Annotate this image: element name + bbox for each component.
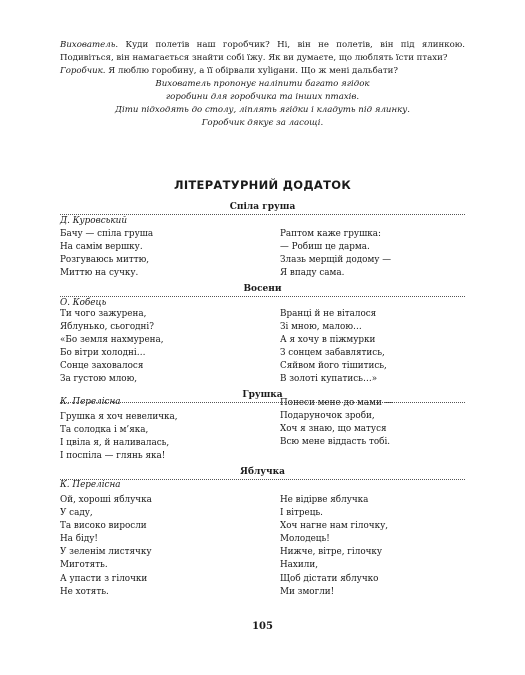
intro-paragraph-1 (60, 39, 465, 65)
verse-line: Хоч я знаю, що матуся (280, 424, 387, 435)
page-number: 105 (252, 621, 273, 632)
poem-author: К. Перелісна (60, 480, 121, 490)
verse-line: Бо вітри холодні… (60, 348, 146, 359)
verse-line: У зеленім листячку (60, 547, 152, 558)
poem-right-column (280, 397, 393, 449)
section-title: ЛІТЕРАТУРНИЙ ДОДАТОК (173, 178, 352, 192)
poem-left-column (60, 411, 178, 463)
poem-title: Грушка (242, 390, 283, 400)
verse-line: В золоті купатись…» (280, 374, 378, 385)
verse-line: На самім вершку. (60, 242, 143, 253)
verse-line: Вранці й не віталося (280, 309, 377, 319)
verse-line: Миготять. (60, 560, 108, 571)
verse-line: Зі мною, малою… (280, 322, 362, 333)
verse-line: І вітрець. (280, 508, 323, 519)
verse-line: Ти чого зажурена, (60, 309, 147, 319)
verse-line: Всю мене віддасть тобі. (280, 437, 391, 448)
speech-text: Я люблю горобину, а її обірвали хуligани. Що ж мені дальбати? (105, 66, 398, 76)
speaker-label: Горобчик. (60, 66, 106, 76)
verse-line: Грушка я хоч невеличка, (60, 412, 178, 422)
stage-direction: Горобчик дякує за ласощі. (201, 118, 324, 128)
intro-paragraph-2 (60, 65, 465, 78)
stage-direction: горобини для горобчика та інших птахів. (165, 92, 360, 102)
verse-line: І цвіла я, й наливалась, (60, 438, 170, 449)
verse-line: Розгуваюсь миттю, (60, 255, 150, 266)
poem-right-column (280, 228, 391, 280)
verse-line: Та високо виросли (60, 521, 147, 532)
verse-line: Я впаду сама. (280, 268, 345, 279)
poem-left-column (60, 308, 164, 387)
verse-line: Понеси мене до мами — (280, 398, 394, 408)
verse-line: У саду, (60, 508, 93, 519)
divider (60, 296, 465, 297)
verse-line: На біду! (60, 534, 98, 545)
verse-line: Раптом каже грушка: (280, 229, 381, 239)
verse-line: Сяйвом його тішитись, (280, 361, 387, 372)
verse-line: — Робиш це дарма. (280, 242, 370, 253)
poem-title: Восени (243, 284, 282, 294)
verse-line: Подаруночок зроби, (280, 411, 375, 422)
verse-line: А я хочу в піжмурки (280, 335, 376, 346)
verse-line: Злазь мерщій додому — (280, 255, 392, 266)
stage-direction: Вихователь пропонує наліпити багато ягідок (155, 79, 370, 89)
verse-line: Хоч нагне нам гілочку, (280, 521, 389, 532)
verse-line: Бачу — спіла груша (60, 229, 154, 239)
intro-text (60, 39, 465, 130)
speech-text: Куди полетів наш горобчик? Ні, він не полетів, він під ялинкою. Подивіться, він намагається знайти собі їжу. Як ви думаєте, що люблять їсти птахи? (60, 40, 465, 63)
verse-line: Ой, хороші яблучка (60, 495, 152, 505)
verse-line: Не хотять. (60, 586, 109, 597)
verse-line: За густою млою, (60, 374, 138, 385)
verse-line: Не відірве яблучка (280, 495, 369, 505)
stage-direction: Діти підходять до столу, ліплять ягідки і кладуть під ялинку. (115, 105, 410, 115)
verse-line: Нижче, вітре, гілочку (280, 547, 383, 558)
verse-line: «Бо земля нахмурена, (60, 335, 164, 346)
divider (60, 214, 465, 215)
poem-left-column (60, 228, 153, 280)
poem-title: Спіла груша (229, 202, 296, 212)
poem-left-column (60, 494, 152, 599)
verse-line: Яблунько, сьогодні? (60, 322, 154, 333)
verse-line: Щоб дістати яблучко (280, 573, 379, 584)
poem-title: Яблучка (240, 467, 285, 477)
poem-author: К. Перелісна (60, 397, 121, 407)
poem-author: О. Кобець (60, 298, 107, 308)
verse-line: Миттю на сучку. (60, 268, 139, 279)
speaker-label: Вихователь. (60, 40, 119, 50)
verse-line: Нахили, (280, 560, 318, 571)
verse-line: Ми змогли! (280, 586, 335, 597)
poem-author: Д. Куровський (60, 216, 128, 226)
poem-right-column (280, 308, 387, 387)
verse-line: І поспіла — глянь яка! (60, 451, 166, 462)
poem-right-column (280, 494, 388, 599)
verse-line: Та солодка і м’яка, (60, 425, 149, 436)
verse-line: Сонце заховалося (60, 361, 144, 372)
verse-line: А упасти з гілочки (60, 573, 148, 584)
verse-line: З сонцем забавлятись, (280, 348, 385, 359)
verse-line: Молодець! (280, 534, 330, 545)
